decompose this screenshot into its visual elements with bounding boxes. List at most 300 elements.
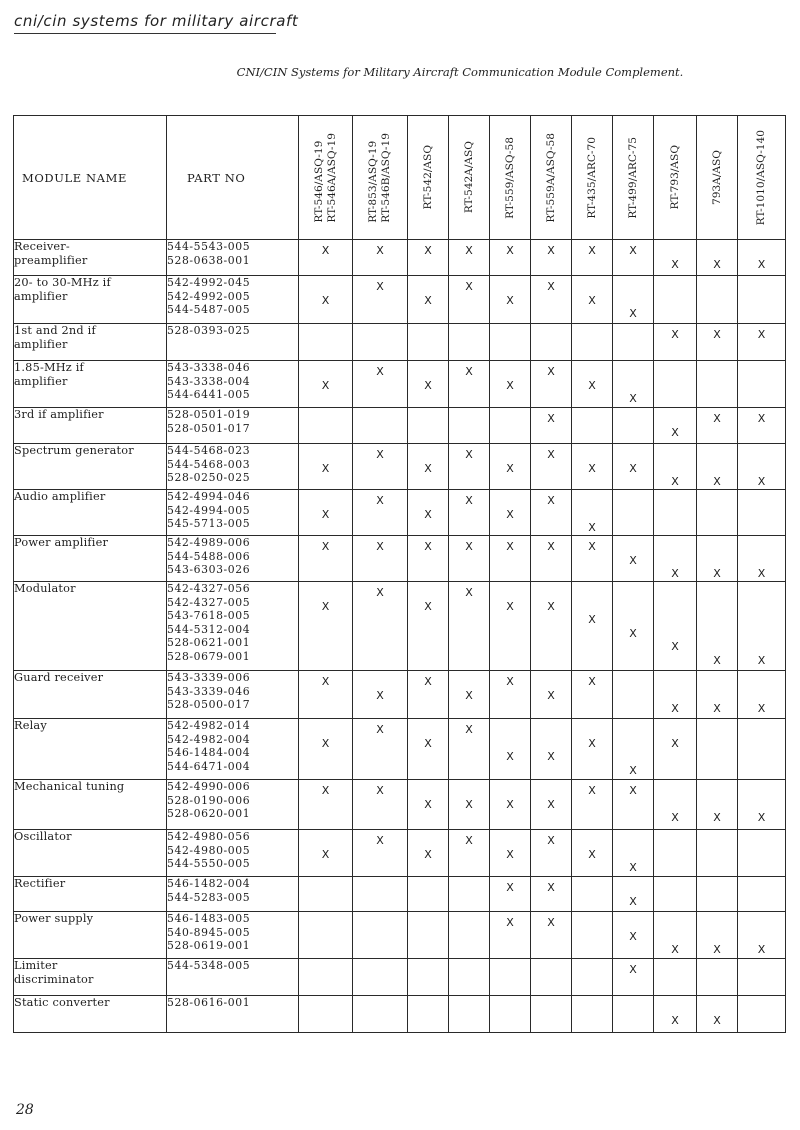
module-name-cell: 3rd if amplifier	[14, 408, 167, 444]
applicability-marks: X	[588, 461, 596, 475]
applicability-cell	[449, 490, 490, 536]
applicability-cell	[738, 536, 786, 582]
applicability-marks: X	[671, 567, 679, 580]
applicability-cell	[531, 582, 572, 671]
applicability-cell	[408, 408, 449, 444]
applicability-marks: X	[713, 257, 721, 271]
part-number: 546-1482-004	[167, 877, 251, 890]
part-number-cell	[167, 780, 299, 830]
part-number: 528-0621-001	[167, 636, 251, 649]
applicability-cell	[697, 240, 738, 276]
applicability-marks: X	[588, 675, 596, 688]
part-number: 544-6471-004	[167, 759, 251, 773]
part-number: 546-1484-004	[167, 746, 251, 759]
applicability-cell	[490, 490, 531, 536]
applicability-marks: X	[465, 688, 473, 702]
applicability-marks	[408, 877, 448, 881]
system-label: RT-1010/ASQ-140	[755, 129, 767, 226]
applicability-marks	[738, 490, 785, 494]
part-number-cell	[167, 671, 299, 719]
applicability-cell	[353, 276, 408, 324]
applicability-marks: X	[713, 811, 721, 824]
running-head: cni/cin systems for military aircraft	[14, 12, 299, 30]
applicability-marks: X	[465, 494, 473, 507]
applicability-cell	[572, 959, 613, 996]
header-system	[531, 116, 572, 240]
applicability-cell	[697, 671, 738, 719]
part-number-cell	[167, 490, 299, 536]
applicability-marks: X	[757, 653, 766, 667]
applicability-cell	[408, 240, 449, 276]
applicability-cell	[738, 877, 786, 912]
module-name-cell: Power amplifier	[14, 536, 167, 582]
applicability-cell	[697, 830, 738, 877]
system-label: RT-542/ASQ	[421, 145, 434, 210]
module-name-cell: Static converter	[14, 996, 167, 1033]
applicability-marks: X	[547, 494, 555, 507]
applicability-marks: X	[671, 811, 679, 824]
system-label: RT-559A/ASQ-58	[544, 132, 557, 223]
applicability-cell	[353, 582, 408, 671]
applicability-marks: X	[757, 943, 766, 956]
system-label: RT-546/ASQ-19 RT-546A/ASQ-19	[312, 132, 338, 223]
header-system	[572, 116, 613, 240]
applicability-cell	[490, 276, 531, 324]
applicability-marks: X	[547, 750, 555, 763]
applicability-cell	[299, 671, 353, 719]
applicability-cell	[408, 912, 449, 959]
applicability-marks	[449, 912, 489, 916]
module-name-cell: Power supply	[14, 912, 167, 959]
part-number: 543-7618-005	[167, 609, 251, 622]
applicability-marks: X	[629, 861, 637, 874]
applicability-cell	[654, 671, 697, 719]
applicability-marks	[613, 996, 653, 1000]
applicability-cell	[408, 444, 449, 490]
applicability-marks: X	[713, 475, 721, 488]
applicability-cell	[572, 490, 613, 536]
applicability-marks: X	[424, 507, 432, 521]
applicability-marks: X	[321, 736, 330, 750]
part-number-cell	[167, 324, 299, 361]
applicability-cell	[572, 408, 613, 444]
applicability-marks	[449, 324, 489, 328]
applicability-marks	[299, 408, 352, 412]
table-row	[14, 582, 786, 671]
module-name-cell: 20- to 30-MHz if amplifier	[14, 276, 167, 324]
applicability-cell	[531, 996, 572, 1033]
applicability-marks: X	[376, 540, 384, 553]
applicability-cell	[738, 996, 786, 1033]
applicability-marks: X	[506, 540, 514, 553]
applicability-marks	[613, 490, 653, 494]
applicability-cell	[408, 959, 449, 996]
applicability-marks	[299, 912, 352, 916]
part-number: 528-0500-017	[167, 698, 251, 711]
applicability-cell	[299, 536, 353, 582]
applicability-cell	[697, 877, 738, 912]
part-number: 528-0501-019	[167, 408, 251, 421]
module-name-cell: 1st and 2nd if amplifier	[14, 324, 167, 361]
table-row	[14, 671, 786, 719]
applicability-cell	[490, 444, 531, 490]
applicability-cell	[531, 408, 572, 444]
table-row	[14, 719, 786, 780]
applicability-marks: X	[547, 540, 555, 553]
applicability-cell	[572, 780, 613, 830]
applicability-marks: X	[757, 702, 766, 715]
part-number-cell	[167, 877, 299, 912]
applicability-marks	[449, 877, 489, 881]
table-row	[14, 780, 786, 830]
applicability-marks	[408, 324, 448, 328]
applicability-cell	[490, 361, 531, 408]
part-number: 542-4982-014	[167, 719, 251, 732]
applicability-marks: X	[671, 425, 679, 439]
applicability-marks: X	[376, 723, 384, 736]
applicability-marks	[738, 877, 785, 881]
applicability-cell	[697, 444, 738, 490]
applicability-cell	[353, 408, 408, 444]
applicability-marks: X	[629, 307, 637, 320]
applicability-marks: X	[321, 461, 330, 475]
applicability-cell	[490, 408, 531, 444]
applicability-cell	[654, 361, 697, 408]
applicability-marks: X	[376, 834, 384, 847]
applicability-cell	[449, 912, 490, 959]
applicability-marks	[449, 408, 489, 412]
part-number-cell	[167, 996, 299, 1033]
part-number: 544-5543-005	[167, 240, 251, 253]
applicability-marks: X	[424, 244, 432, 257]
applicability-cell	[654, 276, 697, 324]
applicability-cell	[738, 912, 786, 959]
applicability-marks	[353, 877, 407, 881]
applicability-cell	[490, 719, 531, 780]
part-number: 528-0250-025	[167, 471, 251, 484]
applicability-marks: X	[547, 797, 555, 811]
applicability-marks	[449, 959, 489, 963]
applicability-marks: X	[588, 293, 596, 307]
applicability-marks	[697, 830, 737, 834]
applicability-cell	[613, 444, 654, 490]
applicability-marks: X	[671, 640, 679, 653]
applicability-marks: X	[671, 257, 679, 271]
part-number: 546-1483-005	[167, 912, 251, 925]
applicability-cell	[654, 912, 697, 959]
applicability-marks: X	[321, 784, 330, 797]
part-number: 528-0619-001	[167, 939, 251, 952]
part-number: 542-4327-056	[167, 582, 251, 595]
part-number: 544-5312-004	[167, 622, 251, 636]
applicability-marks: X	[713, 702, 721, 715]
applicability-cell	[738, 444, 786, 490]
applicability-cell	[738, 719, 786, 780]
applicability-marks	[572, 324, 612, 328]
table-row	[14, 536, 786, 582]
applicability-cell	[738, 324, 786, 361]
applicability-marks: X	[588, 784, 596, 797]
applicability-cell	[408, 830, 449, 877]
table-row	[14, 276, 786, 324]
applicability-marks	[697, 877, 737, 881]
applicability-cell	[697, 276, 738, 324]
applicability-marks	[613, 671, 653, 675]
applicability-cell	[353, 996, 408, 1033]
applicability-cell	[697, 996, 738, 1033]
part-number: 542-4989-006	[167, 536, 251, 549]
applicability-cell	[738, 276, 786, 324]
applicability-marks: X	[424, 293, 432, 307]
applicability-cell	[654, 719, 697, 780]
applicability-cell	[572, 276, 613, 324]
header-system	[738, 116, 786, 240]
applicability-marks: X	[629, 392, 637, 405]
applicability-marks: X	[757, 412, 766, 425]
applicability-marks	[654, 830, 696, 834]
applicability-marks: X	[506, 293, 514, 307]
applicability-cell	[490, 780, 531, 830]
applicability-marks	[353, 912, 407, 916]
applicability-cell	[613, 408, 654, 444]
applicability-cell	[449, 959, 490, 996]
applicability-cell	[531, 830, 572, 877]
table-row	[14, 877, 786, 912]
part-number: 528-0190-006	[167, 793, 251, 807]
part-number: 542-4994-046	[167, 490, 251, 503]
applicability-cell	[697, 324, 738, 361]
applicability-cell	[697, 719, 738, 780]
module-name-cell: Rectifier	[14, 877, 167, 912]
applicability-cell	[449, 536, 490, 582]
system-label: RT-559/ASQ-58	[503, 136, 516, 219]
applicability-cell	[449, 877, 490, 912]
applicability-cell	[299, 408, 353, 444]
applicability-cell	[654, 877, 697, 912]
applicability-cell	[613, 276, 654, 324]
part-number: 543-3338-004	[167, 374, 251, 388]
applicability-cell	[572, 912, 613, 959]
applicability-marks: X	[671, 1013, 679, 1027]
applicability-cell	[613, 830, 654, 877]
applicability-cell	[572, 240, 613, 276]
applicability-cell	[449, 830, 490, 877]
applicability-cell	[613, 719, 654, 780]
applicability-cell	[697, 490, 738, 536]
applicability-marks	[299, 877, 352, 881]
applicability-marks: X	[671, 943, 679, 956]
applicability-marks: X	[376, 586, 384, 599]
applicability-cell	[353, 959, 408, 996]
applicability-cell	[654, 324, 697, 361]
header-system	[613, 116, 654, 240]
applicability-marks: X	[629, 626, 637, 640]
applicability-marks	[408, 959, 448, 963]
applicability-marks	[738, 959, 785, 963]
part-number: 544-5468-003	[167, 457, 251, 471]
applicability-cell	[697, 536, 738, 582]
part-number-cell	[167, 959, 299, 996]
applicability-cell	[299, 490, 353, 536]
applicability-cell	[531, 240, 572, 276]
applicability-cell	[572, 996, 613, 1033]
applicability-cell	[531, 719, 572, 780]
part-number: 544-5550-005	[167, 857, 251, 870]
applicability-cell	[353, 490, 408, 536]
applicability-cell	[299, 240, 353, 276]
applicability-cell	[299, 996, 353, 1033]
applicability-cell	[353, 536, 408, 582]
applicability-cell	[490, 959, 531, 996]
applicability-cell	[449, 444, 490, 490]
applicability-cell	[299, 582, 353, 671]
applicability-marks	[738, 996, 785, 1000]
applicability-marks: X	[547, 280, 555, 293]
part-number: 528-0638-001	[167, 253, 251, 267]
applicability-marks: X	[465, 723, 473, 736]
applicability-marks: X	[547, 412, 555, 425]
running-head-rule	[14, 33, 276, 34]
applicability-cell	[531, 324, 572, 361]
applicability-cell	[353, 830, 408, 877]
part-number: 543-3339-006	[167, 671, 251, 684]
part-number-cell	[167, 444, 299, 490]
part-number-cell	[167, 582, 299, 671]
applicability-cell	[299, 830, 353, 877]
applicability-marks	[490, 324, 530, 328]
applicability-cell	[490, 536, 531, 582]
applicability-cell	[299, 780, 353, 830]
applicability-cell	[738, 490, 786, 536]
applicability-marks	[490, 959, 530, 963]
applicability-marks: X	[757, 567, 766, 580]
part-number: 544-5487-005	[167, 303, 251, 316]
applicability-cell	[654, 536, 697, 582]
header-system	[654, 116, 697, 240]
applicability-marks: X	[506, 244, 514, 257]
applicability-marks: X	[588, 378, 596, 392]
applicability-marks: X	[424, 599, 432, 613]
applicability-marks: X	[424, 797, 432, 811]
applicability-marks: X	[506, 750, 514, 763]
applicability-cell	[449, 240, 490, 276]
applicability-marks	[654, 490, 696, 494]
applicability-marks: X	[506, 881, 514, 894]
applicability-marks: X	[506, 847, 514, 861]
applicability-marks: X	[376, 365, 384, 378]
applicability-cell	[299, 719, 353, 780]
applicability-marks	[613, 324, 653, 328]
applicability-cell	[572, 536, 613, 582]
applicability-cell	[697, 959, 738, 996]
applicability-cell	[654, 240, 697, 276]
module-name-cell: Audio amplifier	[14, 490, 167, 536]
table-row	[14, 324, 786, 361]
applicability-cell	[613, 536, 654, 582]
applicability-cell	[572, 444, 613, 490]
applicability-marks: X	[629, 784, 637, 797]
applicability-cell	[408, 780, 449, 830]
applicability-cell	[531, 276, 572, 324]
applicability-marks: X	[547, 244, 555, 257]
applicability-marks: X	[321, 675, 330, 688]
module-complement-table	[13, 115, 786, 1033]
module-name-cell: Guard receiver	[14, 671, 167, 719]
table-row	[14, 361, 786, 408]
applicability-cell	[490, 877, 531, 912]
header-system	[408, 116, 449, 240]
applicability-cell	[697, 912, 738, 959]
applicability-marks: X	[713, 1013, 721, 1027]
part-number: 544-5468-023	[167, 444, 251, 457]
applicability-marks: X	[629, 244, 637, 257]
applicability-marks	[738, 719, 785, 723]
applicability-cell	[738, 361, 786, 408]
applicability-marks: X	[713, 412, 721, 425]
applicability-cell	[408, 719, 449, 780]
part-number-cell	[167, 830, 299, 877]
applicability-marks	[299, 959, 352, 963]
applicability-marks: X	[588, 847, 596, 861]
applicability-cell	[613, 877, 654, 912]
applicability-marks: X	[588, 521, 596, 534]
applicability-cell	[408, 877, 449, 912]
applicability-cell	[408, 490, 449, 536]
applicability-marks	[353, 959, 407, 963]
applicability-marks: X	[424, 847, 432, 861]
applicability-cell	[531, 536, 572, 582]
header-part-no: PART NO	[167, 116, 299, 240]
applicability-marks	[353, 996, 407, 1000]
applicability-marks: X	[376, 688, 384, 702]
applicability-cell	[353, 361, 408, 408]
applicability-marks: X	[547, 881, 555, 894]
applicability-marks: X	[588, 540, 596, 553]
applicability-cell	[738, 830, 786, 877]
applicability-cell	[353, 240, 408, 276]
applicability-marks: X	[547, 599, 555, 613]
applicability-cell	[697, 361, 738, 408]
system-label: RT-853/ASQ-19 RT-546B/ASQ-19	[367, 132, 392, 223]
header-row	[14, 116, 786, 240]
applicability-marks: X	[757, 257, 766, 271]
applicability-cell	[408, 671, 449, 719]
applicability-marks: X	[376, 244, 384, 257]
part-number-cell	[167, 276, 299, 324]
part-number: 544-6441-005	[167, 388, 251, 401]
applicability-cell	[654, 408, 697, 444]
applicability-cell	[531, 361, 572, 408]
applicability-marks: X	[465, 797, 473, 811]
applicability-cell	[299, 877, 353, 912]
applicability-marks: X	[671, 702, 679, 715]
applicability-marks: X	[321, 540, 330, 553]
applicability-marks: X	[506, 797, 514, 811]
table-caption: CNI/CIN Systems for Military Aircraft Communication Module Complement.	[236, 65, 684, 79]
module-name-cell: Mechanical tuning	[14, 780, 167, 830]
applicability-cell	[654, 996, 697, 1033]
applicability-marks: X	[321, 847, 330, 861]
applicability-cell	[613, 361, 654, 408]
applicability-cell	[449, 996, 490, 1033]
table-row	[14, 240, 786, 276]
part-number-cell	[167, 719, 299, 780]
part-number: 543-3339-046	[167, 684, 251, 698]
applicability-cell	[613, 582, 654, 671]
applicability-marks: X	[671, 475, 679, 488]
applicability-marks: X	[506, 916, 514, 929]
applicability-cell	[490, 582, 531, 671]
